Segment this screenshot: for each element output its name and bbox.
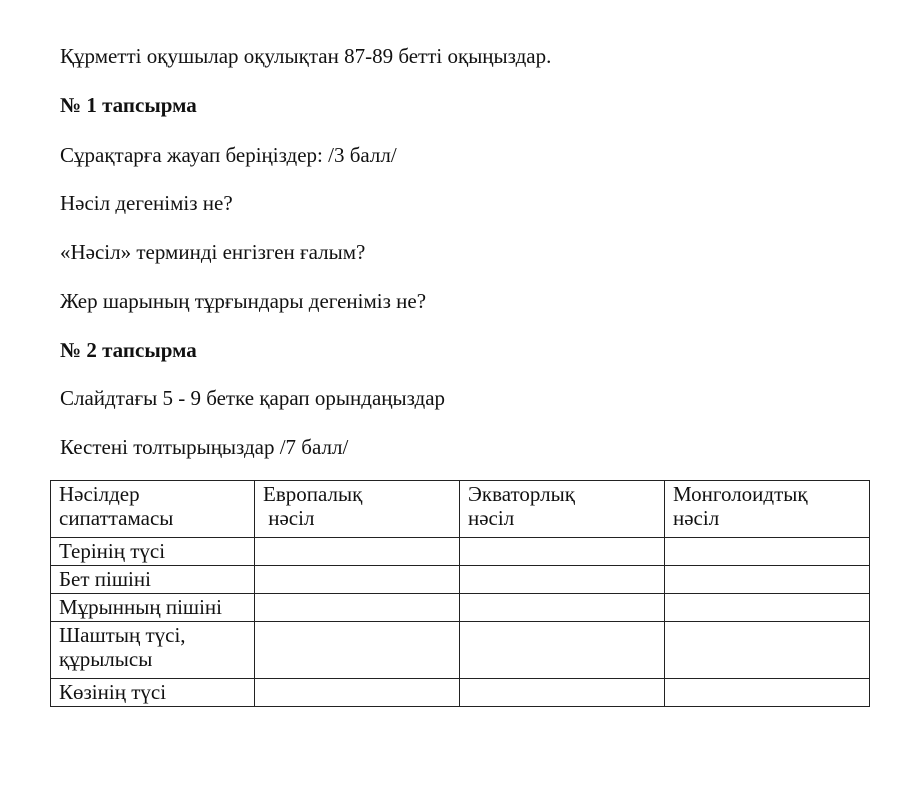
answer-cell[interactable] (255, 538, 460, 566)
row-label-eye-color: Көзінің түсі (51, 679, 255, 707)
row-label-skin-color: Терінің түсі (51, 538, 255, 566)
header-mongoloid-line2: нәсіл (673, 506, 720, 530)
header-characteristics (51, 481, 255, 538)
table-row (51, 622, 870, 679)
answer-cell[interactable] (460, 538, 665, 566)
race-characteristics-table (50, 480, 870, 707)
table-row (51, 538, 870, 566)
answer-cell[interactable] (255, 566, 460, 594)
answer-cell[interactable] (460, 594, 665, 622)
header-mongoloid-line1: Монголоидтық (673, 482, 808, 506)
header-characteristics-line1: Нәсілдер (59, 482, 140, 506)
header-european-line1: Европалық (263, 482, 363, 506)
header-equatorial-line2: нәсіл (468, 506, 515, 530)
answer-cell[interactable] (255, 622, 460, 679)
table-row (51, 594, 870, 622)
answer-cell[interactable] (255, 679, 460, 707)
table-header-row (51, 481, 870, 538)
header-characteristics-line2: сипаттамасы (59, 506, 174, 530)
answer-cell[interactable] (460, 679, 665, 707)
row-label-face-shape: Бет пішіні (51, 566, 255, 594)
header-mongoloid (665, 481, 870, 538)
answer-cell[interactable] (665, 594, 870, 622)
answer-cell[interactable] (460, 566, 665, 594)
row-label-nose-shape: Мұрынның пішіні (51, 594, 255, 622)
row-label-hair: Шаштың түсі, құрылысы (51, 622, 255, 679)
task2-instruction-1: Слайдтағы 5 - 9 бетке қарап орындаңыздар (60, 386, 446, 410)
task2-heading: № 2 тапсырма (60, 338, 197, 362)
answer-cell[interactable] (665, 566, 870, 594)
task2-instruction-2: Кестені толтырыңыздар /7 балл/ (60, 435, 349, 459)
header-european (255, 481, 460, 538)
task1-instruction: Сұрақтарға жауап беріңіздер: /3 балл/ (60, 143, 397, 167)
answer-cell[interactable] (460, 622, 665, 679)
answer-cell[interactable] (665, 679, 870, 707)
answer-cell[interactable] (665, 538, 870, 566)
question-2: «Нәсіл» терминді енгізген ғалым? (60, 240, 366, 264)
header-equatorial-line1: Экваторлық (468, 482, 575, 506)
answer-cell[interactable] (665, 622, 870, 679)
table-row (51, 679, 870, 707)
answer-cell[interactable] (255, 594, 460, 622)
intro-text: Құрметті оқушылар оқулықтан 87-89 бетті оқыңыздар. (60, 44, 552, 68)
question-1: Нәсіл дегеніміз не? (60, 191, 233, 215)
table-row (51, 566, 870, 594)
header-european-line2: нәсіл (263, 506, 315, 530)
header-equatorial (460, 481, 665, 538)
question-3: Жер шарының тұрғындары дегеніміз не? (60, 289, 427, 313)
task1-heading: № 1 тапсырма (60, 93, 197, 117)
